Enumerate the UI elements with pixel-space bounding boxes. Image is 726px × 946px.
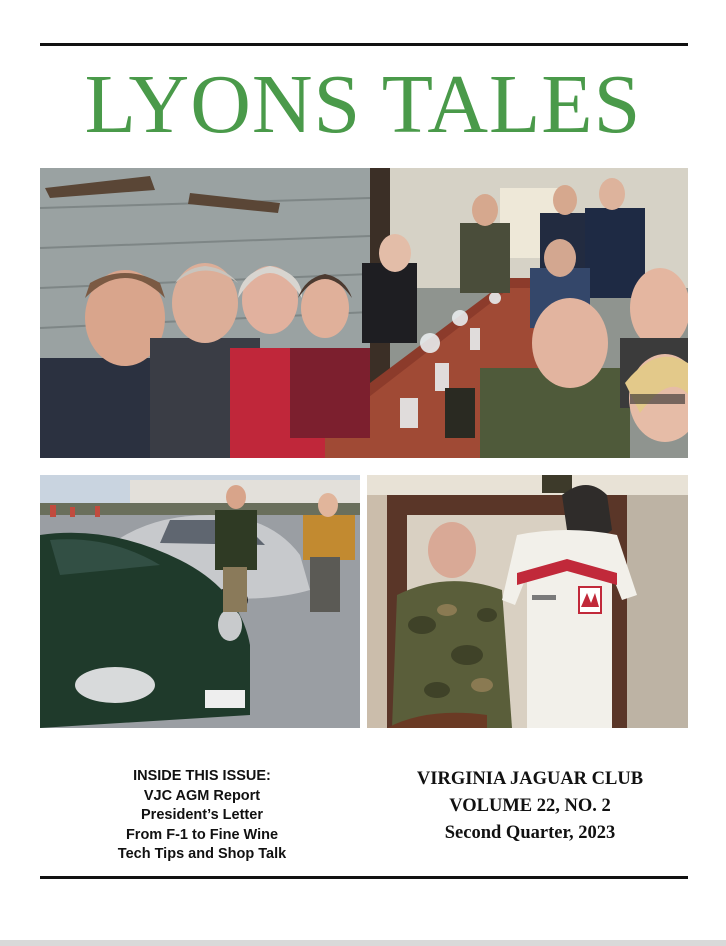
page-edge <box>0 940 726 946</box>
inside-this-issue-heading: INSIDE THIS ISSUE: <box>133 768 271 784</box>
jaguar-cars-photo <box>40 475 360 728</box>
group-dinner-photo <box>40 168 688 458</box>
contents-item-f1-to-fine-wine[interactable]: From F-1 to Fine Wine <box>125 826 279 843</box>
inside-this-issue <box>82 767 322 865</box>
bottom-rule <box>40 876 688 879</box>
contents-item-presidents-letter[interactable]: President’s Letter <box>141 807 263 823</box>
contents-item-agm[interactable]: VJC AGM Report <box>143 787 261 804</box>
contents-list <box>82 787 322 865</box>
masthead-title: LYONS TALES <box>84 58 642 151</box>
racing-suit-photo <box>367 475 688 728</box>
volume-number: VOLUME 22, NO. 2 <box>449 796 611 816</box>
publication-info <box>380 766 680 847</box>
club-name: VIRGINIA JAGUAR CLUB <box>416 769 644 789</box>
top-rule <box>40 43 688 46</box>
contents-item-tech-tips[interactable]: Tech Tips and Shop Talk <box>117 846 287 862</box>
issue-date: Second Quarter, 2023 <box>444 823 616 843</box>
